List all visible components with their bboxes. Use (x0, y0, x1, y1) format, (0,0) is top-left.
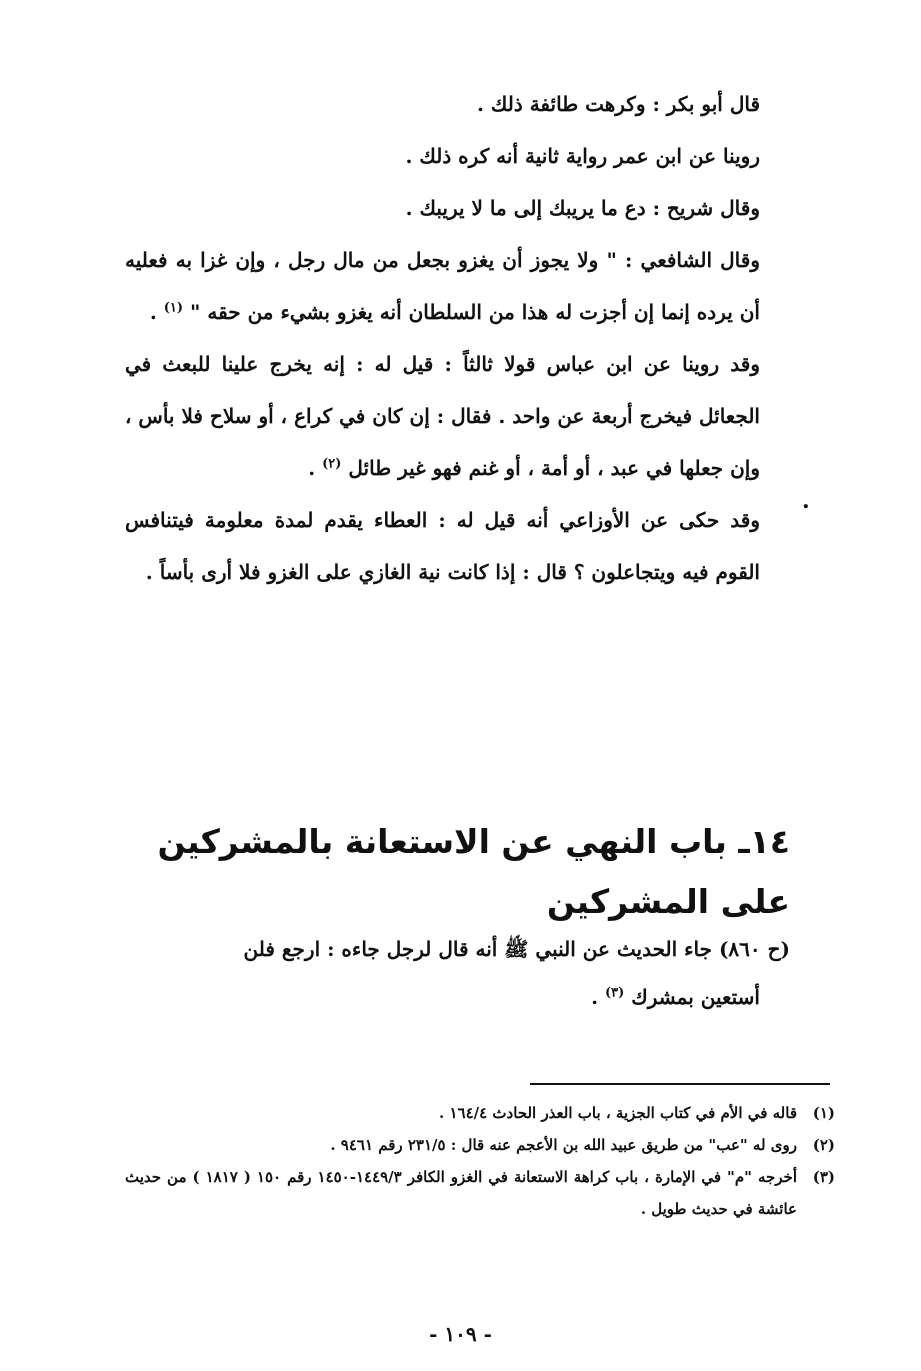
footnote-number: (٣) (812, 1168, 835, 1186)
hadith-second-line (150, 973, 790, 1021)
section-heading: ١٤ـ باب النهي عن الاستعانة بالمشركين على المشركين (157, 822, 790, 921)
footnote-item (125, 1129, 835, 1161)
paragraph-awzai: وقد حكى عن الأوزاعي أنه قيل له : العطاء يقدم لمدة معلومة فيتنافس القوم فيه ويتجاعلون ؟ قال : إذا كانت نية الغازي على الغزو فلا أرى بأساً . (125, 508, 760, 584)
paragraph-ibn-abbas-text: وقد روينا عن ابن عباس قولا ثالثاً : قيل له : إنه يخرج علينا للبعث في الجعائل فيخرج أربعة عن واحد . فقال : إن كان في كراع ، أو سلاح فلا بأس ، وإن جعلها في عبد ، أو أمة ، أو غنم فهو غير طائل (125, 352, 760, 480)
footnote-number: (١) (812, 1104, 835, 1122)
page-number: - ١٠٩ - (429, 1322, 492, 1346)
footnote-ref-1: (١) (163, 300, 184, 316)
footnote-item (125, 1161, 835, 1225)
paragraph-ibn-abbas (125, 338, 760, 494)
paragraph-end-period: . (308, 456, 316, 480)
footnote-text: أخرجه "م" في الإمارة ، باب كراهة الاستعانة في الغزو الكافر ١٤٤٩/٣-١٤٥٠ رقم ١٥٠ ( ١٨١٧ ) من حديث عائشة في حديث طويل . (125, 1168, 797, 1218)
footnote-text: روى له "عب" من طريق عبيد الله بن الأعجم عنه قال : ٢٣١/٥ رقم ٩٤٦١ . (330, 1136, 797, 1154)
paragraph-abu-bakr: قال أبو بكر : وكرهت طائفة ذلك . (476, 92, 760, 116)
footnote-number: (٢) (812, 1136, 835, 1154)
hadith-block (150, 925, 790, 1021)
paragraph-shurayh: وقال شريح : دع ما يريبك إلى ما لا يريبك . (405, 196, 760, 220)
hadith-continuation: أستعين بمشرك (631, 985, 760, 1009)
hadith-first-line (150, 925, 790, 973)
paragraph-shafii-text: وقال الشافعي : " ولا يجوز أن يغزو بجعل من مال رجل ، وإن غزا به فعليه أن يرده إنما إن أجزت له هذا من السلطان أنه يغزو بشيء من حقه " (125, 248, 760, 324)
footnote-separator (530, 1083, 830, 1085)
footnote-ref-2: (٢) (322, 456, 342, 472)
footnotes (125, 1097, 835, 1225)
paragraph-shafii (125, 234, 760, 338)
hadith-period: . (591, 985, 599, 1009)
hadith-label: (ح ٨٦٠) (718, 937, 790, 961)
paragraph-end-period: . (149, 300, 157, 324)
footnote-text: قاله في الأم في كتاب الجزية ، باب العذر الحادث ١٦٤/٤ . (439, 1104, 797, 1122)
hadith-text: جاء الحديث عن النبي ﷺ أنه قال لرجل جاءه : ارجع فلن (243, 937, 712, 961)
footnote-ref-3: (٣) (605, 985, 625, 1001)
main-text (125, 78, 760, 598)
footnote-item (125, 1097, 835, 1129)
margin-dot: . (802, 488, 810, 514)
paragraph-ibn-umar: روينا عن ابن عمر رواية ثانية أنه كره ذلك . (405, 144, 760, 168)
